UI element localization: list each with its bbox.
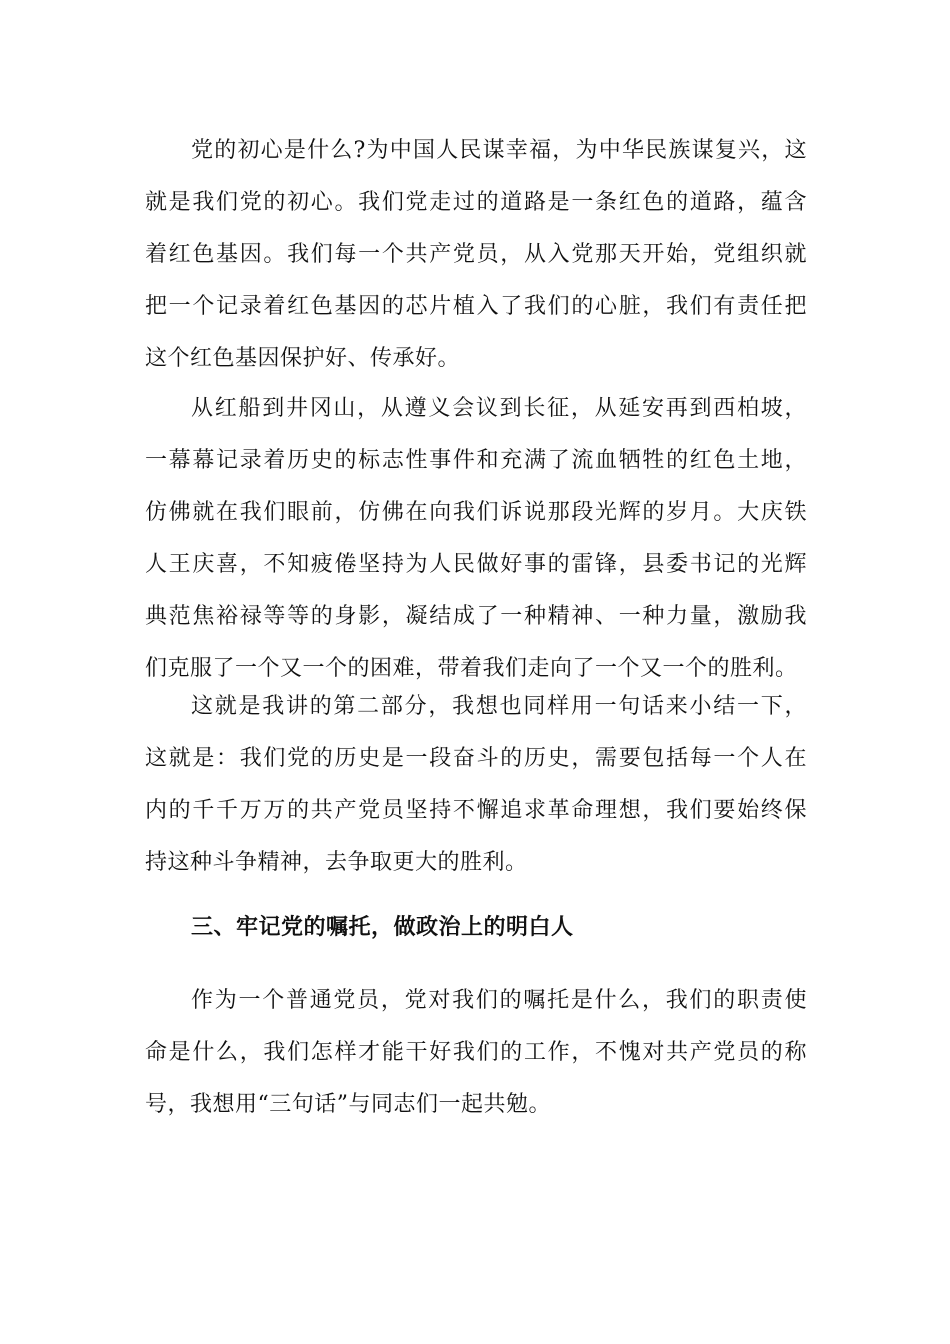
paragraph-1 (145, 125, 807, 385)
paragraph-line: 号，我想用“三句话”与同志们一起共勉。 (145, 1092, 551, 1117)
paragraph-line: 典范焦裕禄等等的身影，凝结成了一种精神、一种力量，激励我 (145, 604, 807, 629)
closing-paragraph (145, 975, 807, 1131)
paragraph-line: 命是什么，我们怎样才能干好我们的工作，不愧对共产党员的称 (145, 1040, 807, 1065)
paragraph-line: 这就是：我们党的历史是一段奋斗的历史，需要包括每一个人在 (145, 746, 807, 771)
paragraph-line: 党的初心是什么?为中国人民谋幸福，为中华民族谋复兴，这 (191, 138, 807, 163)
paragraph-line: 着红色基因。我们每一个共产党员，从入党那天开始，党组织就 (145, 242, 807, 267)
paragraph-line: 们克服了一个又一个的困难，带着我们走向了一个又一个的胜利。 (145, 656, 798, 681)
paragraph-line: 这个红色基因保护好、传承好。 (145, 346, 461, 371)
paragraph-3 (145, 681, 807, 889)
paragraph-line: 仿佛就在我们眼前，仿佛在向我们诉说那段光辉的岁月。大庆铁 (145, 500, 807, 525)
paragraph-line: 人王庆喜，不知疲倦坚持为人民做好事的雷锋，县委书记的光辉 (145, 552, 807, 577)
paragraph-line: 就是我们党的初心。我们党走过的道路是一条红色的道路，蕴含 (145, 190, 807, 215)
section-heading: 三、牢记党的嘱托，做政治上的明白人 (191, 914, 574, 940)
paragraph-2 (145, 383, 807, 695)
paragraph-line: 内的千千万万的共产党员坚持不懈追求革命理想，我们要始终保 (145, 798, 807, 823)
paragraph-line: 一幕幕记录着历史的标志性事件和充满了流血牺牲的红色土地， (145, 448, 807, 473)
paragraph-line: 持这种斗争精神，去争取更大的胜利。 (145, 850, 528, 875)
paragraph-line: 这就是我讲的第二部分，我想也同样用一句话来小结一下， (191, 694, 807, 719)
paragraph-line: 作为一个普通党员，党对我们的嘱托是什么，我们的职责使 (191, 988, 807, 1013)
paragraph-line: 从红船到井冈山，从遵义会议到长征，从延安再到西柏坡， (191, 396, 807, 421)
paragraph-line: 把一个记录着红色基因的芯片植入了我们的心脏，我们有责任把 (145, 294, 807, 319)
